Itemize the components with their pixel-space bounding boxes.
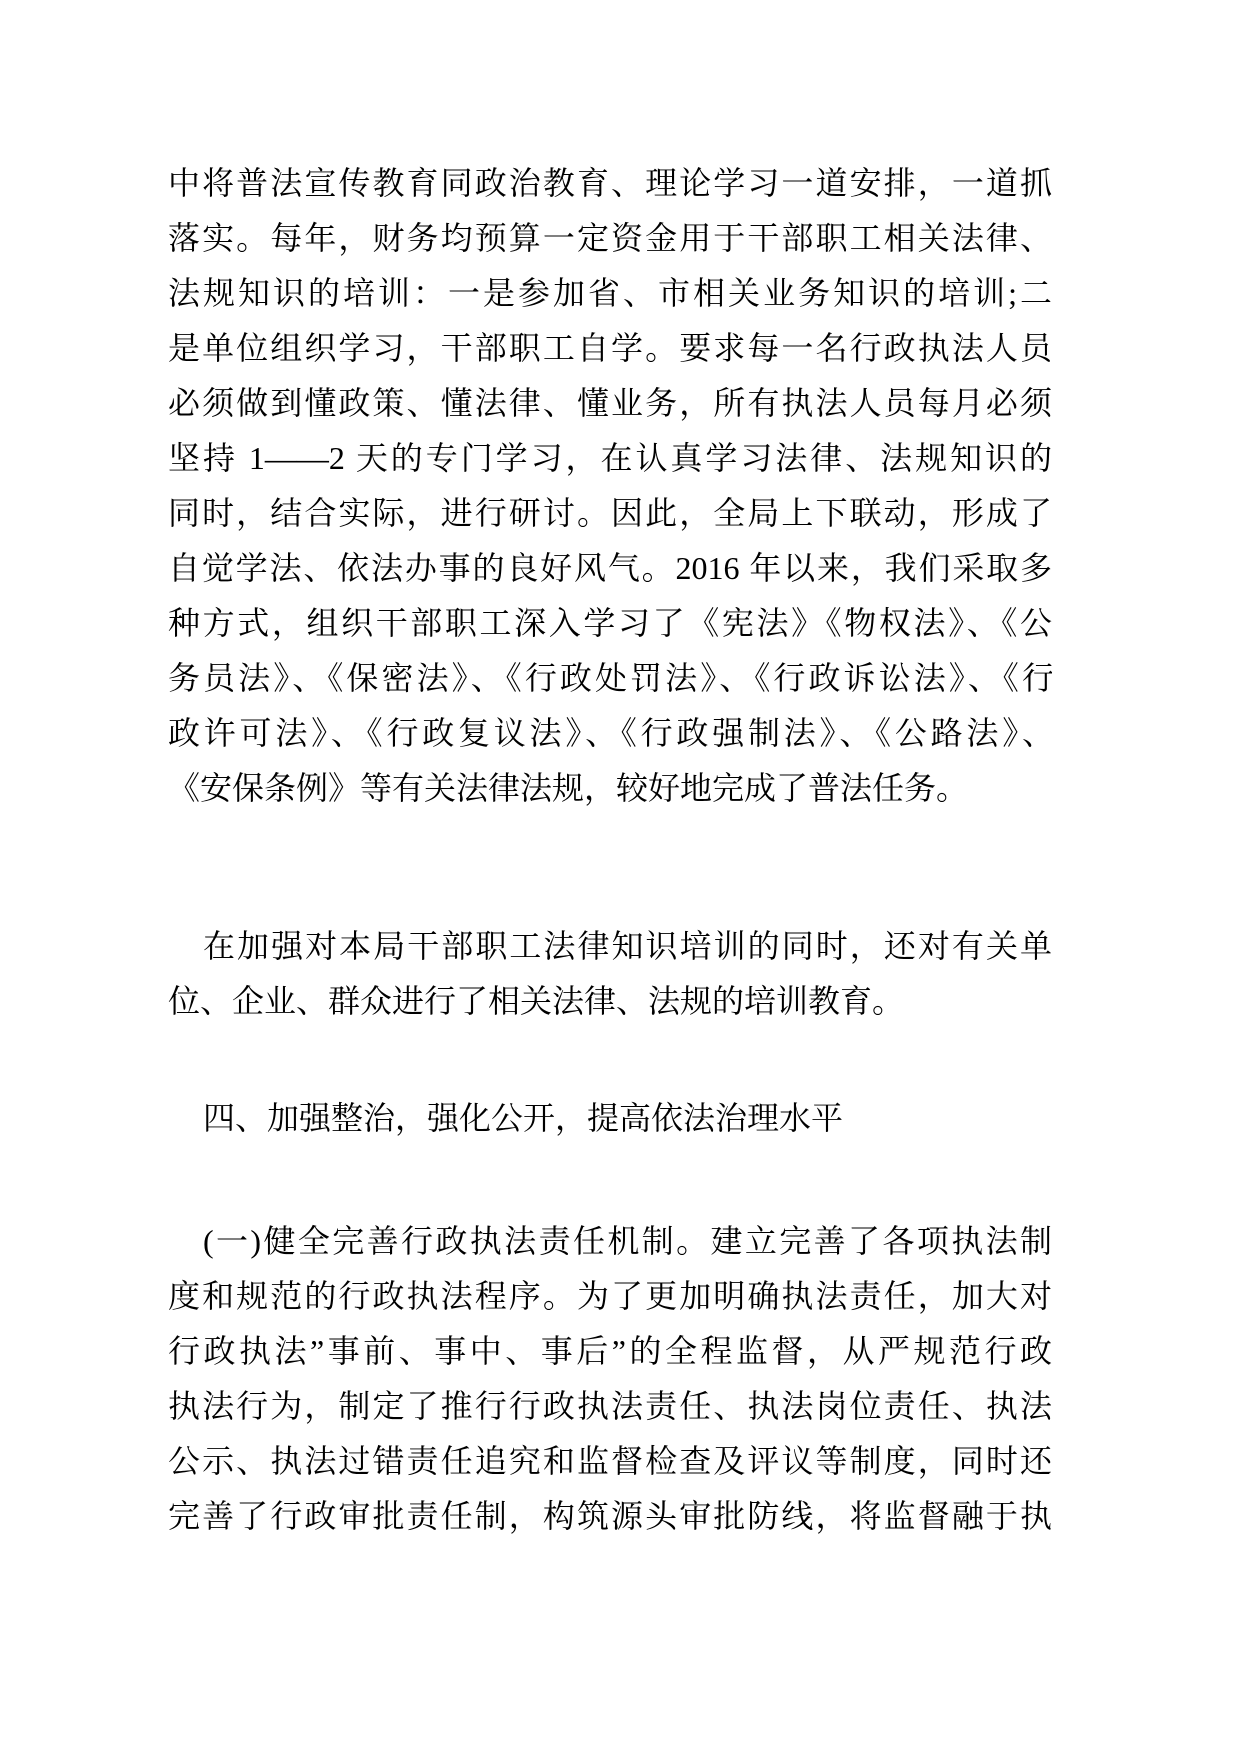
text-line: 执法行为，制定了推行行政执法责任、执法岗位责任、执法 [168,1388,1052,1424]
text-line: 行政执法”事前、事中、事后”的全程监督，从严规范行政 [168,1333,1052,1369]
text-line: 中将普法宣传教育同政治教育、理论学习一道安排，一道抓 [168,165,1052,201]
text-line: 公示、执法过错责任追究和监督检查及评议等制度，同时还 [168,1443,1052,1479]
text-line: 种方式，组织干部职工深入学习了《宪法》《物权法》、《公 [168,605,1052,641]
paragraph-continuation [168,156,1052,816]
text-line: (一)健全完善行政执法责任机制。建立完善了各项执法制 [203,1223,1052,1259]
text-line: 同时，结合实际，进行研讨。因此，全局上下联动，形成了 [168,495,1052,531]
section-heading [168,1091,1052,1146]
text-line: 在加强对本局干部职工法律知识培训的同时，还对有关单 [203,928,1052,964]
text-line: 必须做到懂政策、懂法律、懂业务，所有执法人员每月必须 [168,385,1052,421]
text-line: 是单位组织学习，干部职工自学。要求每一名行政执法人员 [168,330,1052,366]
heading-line: 四、加强整治，强化公开，提高依法治理水平 [203,1100,844,1136]
text-line: 政许可法》、《行政复议法》、《行政强制法》、《公路法》、 [168,715,1052,751]
text-line: 《安保条例》等有关法律法规，较好地完成了普法任务。 [168,770,969,806]
text-line: 位、企业、群众进行了相关法律、法规的培训教育。 [168,983,905,1019]
text-line: 自觉学法、依法办事的良好风气。2016 年以来，我们采取多 [168,550,1052,586]
text-line: 务员法》、《保密法》、《行政处罚法》、《行政诉讼法》、《行 [168,660,1052,696]
text-line: 坚持 1——2 天的专门学习，在认真学习法律、法规知识的 [168,440,1052,476]
text-line: 法规知识的培训：一是参加省、市相关业务知识的培训;二 [168,275,1052,311]
paragraph-training-others [168,919,1052,1029]
text-line: 完善了行政审批责任制，构筑源头审批防线，将监督融于执 [168,1498,1052,1534]
text-line: 度和规范的行政执法程序。为了更加明确执法责任，加大对 [168,1278,1052,1314]
text-line: 落实。每年，财务均预算一定资金用于干部职工相关法律、 [168,220,1052,256]
paragraph-law-enforcement [168,1214,1052,1544]
